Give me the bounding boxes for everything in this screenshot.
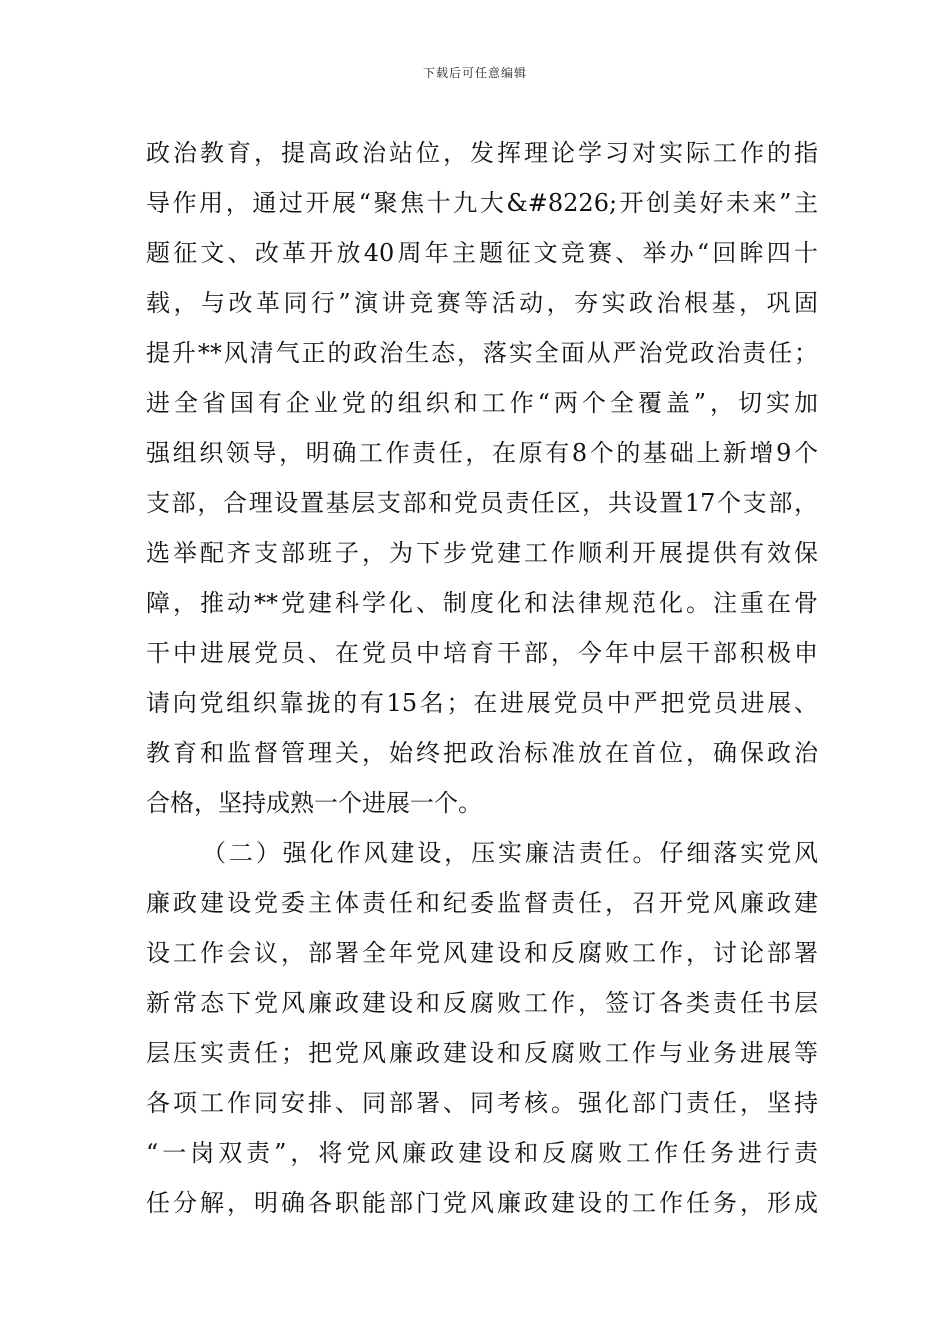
body-text — [146, 128, 818, 1228]
text-line: 政治教育，提高政治站位，发挥理论学习对实际工作的指 — [146, 139, 818, 167]
text-line: 各项工作同安排、同部署、同考核。强化部门责任，坚持 — [146, 1089, 818, 1117]
paragraph-2 — [146, 828, 818, 1228]
header-note: 下载后可任意编辑 — [422, 66, 527, 80]
text-line: 载，与改革同行”演讲竞赛等活动，夯实政治根基，巩固 — [146, 289, 818, 317]
text-line: 新常态下党风廉政建设和反腐败工作，签订各类责任书层 — [146, 989, 818, 1017]
text-line: 支部，合理设置基层支部和党员责任区，共设置17个支部， — [146, 489, 818, 517]
text-line: 进全省国有企业党的组织和工作“两个全覆盖”，切实加 — [146, 389, 818, 417]
paragraph-1 — [146, 128, 818, 828]
text-line: 障，推动**党建科学化、制度化和法律规范化。注重在骨 — [146, 589, 818, 617]
text-line: 提升**风清气正的政治生态，落实全面从严治党政治责任； — [146, 339, 818, 367]
text-line: 选举配齐支部班子，为下步党建工作顺利开展提供有效保 — [146, 539, 818, 567]
text-line: 请向党组织靠拢的有15名；在进展党员中严把党员进展、 — [146, 689, 818, 717]
text-line: 层压实责任；把党风廉政建设和反腐败工作与业务进展等 — [146, 1039, 818, 1067]
text-line: 任分解，明确各职能部门党风廉政建设的工作任务，形成 — [146, 1189, 818, 1217]
text-line: 廉政建设党委主体责任和纪委监督责任，召开党风廉政建 — [146, 889, 818, 917]
text-line: “一岗双责”，将党风廉政建设和反腐败工作任务进行责 — [146, 1139, 818, 1167]
text-line: 设工作会议，部署全年党风建设和反腐败工作，讨论部署 — [146, 939, 818, 967]
text-line: 强组织领导，明确工作责任，在原有8个的基础上新增9个 — [146, 439, 818, 467]
text-line: （二）强化作风建设，压实廉洁责任。仔细落实党风 — [202, 839, 818, 867]
text-line: 导作用，通过开展“聚焦十九大&#8226;开创美好未来”主 — [146, 189, 818, 217]
text-line: 题征文、改革开放40周年主题征文竞赛、举办“回眸四十 — [146, 239, 818, 267]
text-line: 教育和监督管理关，始终把政治标准放在首位，确保政治 — [146, 739, 818, 767]
text-line: 干中进展党员、在党员中培育干部，今年中层干部积极申 — [146, 639, 818, 667]
text-line: 合格，坚持成熟一个进展一个。 — [146, 789, 482, 817]
